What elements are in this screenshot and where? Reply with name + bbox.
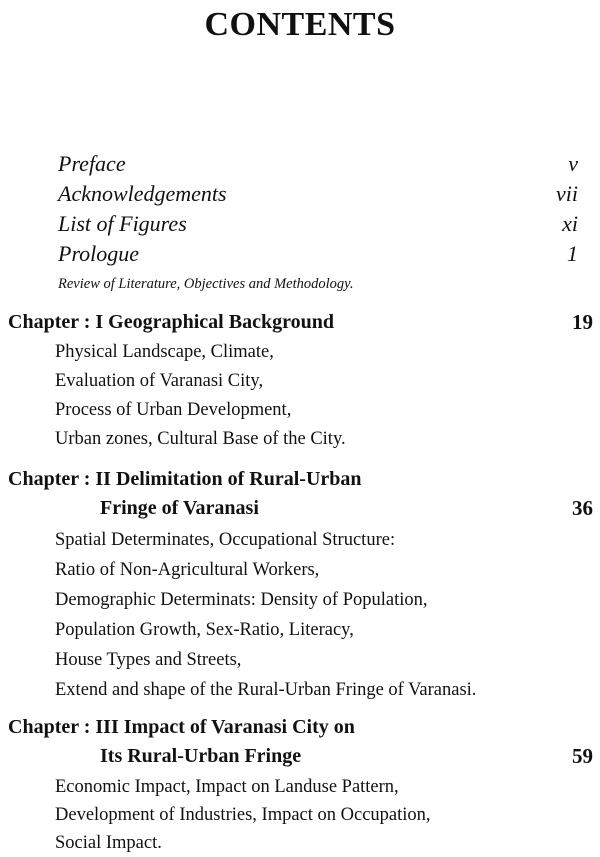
chapter-topic: Ratio of Non-Agricultural Workers, [55, 560, 320, 580]
chapter-2-heading[interactable] [8, 466, 593, 492]
chapter-topic: Social Impact. [55, 833, 162, 853]
toc-entry-preface[interactable] [58, 150, 578, 178]
toc-page-number: 36 [572, 496, 593, 520]
chapter-3-heading-continued[interactable] [100, 743, 593, 769]
toc-entry-list-of-figures[interactable] [58, 210, 578, 238]
chapter-title-continued: Its Rural-Urban Fringe [100, 745, 302, 767]
chapter-title: Chapter : I Geographical Background [8, 311, 334, 333]
toc-entry-prologue[interactable] [58, 240, 578, 268]
chapter-topic: Economic Impact, Impact on Landuse Pattern, [55, 777, 399, 797]
toc-page-number: v [568, 151, 578, 176]
chapter-title: Chapter : III Impact of Varanasi City on [8, 716, 355, 738]
toc-page-number: vii [556, 181, 578, 206]
chapter-2-heading-continued[interactable] [100, 495, 593, 521]
chapter-topic: Development of Industries, Impact on Occupation, [55, 805, 431, 825]
chapter-topic: Urban zones, Cultural Base of the City. [55, 429, 346, 449]
chapter-topic: Physical Landscape, Climate, [55, 342, 274, 362]
chapter-topic: Population Growth, Sex-Ratio, Literacy, [55, 620, 354, 640]
toc-page-number: 59 [572, 744, 593, 768]
chapter-topic: House Types and Streets, [55, 650, 242, 670]
toc-entry-label: List of Figures [58, 211, 187, 236]
chapter-topic: Evaluation of Varanasi City, [55, 371, 264, 391]
chapter-1-heading[interactable] [8, 309, 593, 335]
chapter-topic: Process of Urban Development, [55, 400, 292, 420]
chapter-title-continued: Fringe of Varanasi [100, 497, 259, 519]
toc-page-number: 1 [567, 241, 578, 266]
prologue-subtitle: Review of Literature, Objectives and Methodology. [58, 276, 354, 292]
toc-page-number: 19 [572, 310, 593, 334]
chapter-3-heading[interactable] [8, 714, 593, 740]
toc-entry-label: Prologue [58, 241, 140, 266]
chapter-topic: Extend and shape of the Rural-Urban Fringe of Varanasi. [55, 680, 477, 700]
toc-entry-acknowledgements[interactable] [58, 180, 578, 208]
page-title: CONTENTS [204, 6, 396, 43]
chapter-topic: Spatial Determinates, Occupational Structure: [55, 530, 396, 550]
chapter-title: Chapter : II Delimitation of Rural-Urban [8, 468, 362, 490]
toc-page-number: xi [562, 211, 578, 236]
chapter-topic: Demographic Determinats: Density of Population, [55, 590, 428, 610]
toc-entry-label: Acknowledgements [58, 181, 227, 206]
toc-entry-label: Preface [58, 151, 126, 176]
